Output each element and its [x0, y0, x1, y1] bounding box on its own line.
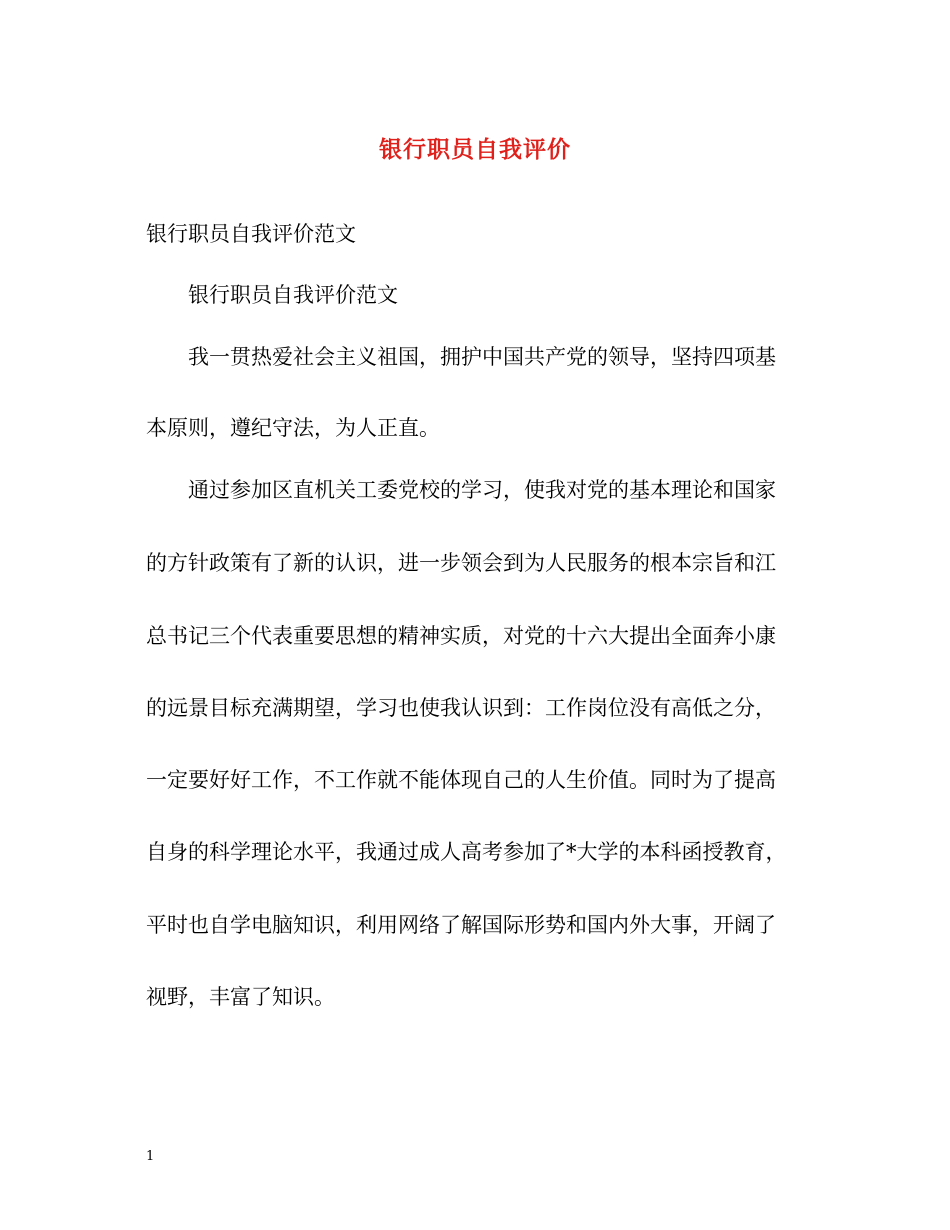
- paragraph-2-line-2: 的方针政策有了新的认识，进一步领会到为人民服务的根本宗旨和江: [146, 551, 776, 575]
- paragraph-1-line-2: 本原则，遵纪守法，为人正直。: [146, 416, 440, 440]
- paragraph-1-line-1: 我一贯热爱社会主义祖国，拥护中国共产党的领导，坚持四项基: [188, 345, 776, 369]
- document-title: 银行职员自我评价: [379, 136, 571, 163]
- paragraph-2-line-3: 总书记三个代表重要思想的精神实质，对党的十六大提出全面奔小康: [146, 624, 776, 648]
- paragraph-2-line-7: 平时也自学电脑知识，利用网络了解国际形势和国内外大事，开阔了: [146, 913, 776, 937]
- paragraph-2-line-8: 视野，丰富了知识。: [146, 985, 335, 1009]
- paragraph-2-line-5: 一定要好好工作，不工作就不能体现自己的人生价值。同时为了提高: [146, 768, 776, 792]
- paragraph-2-line-6: 自身的科学理论水平，我通过成人高考参加了*大学的本科函授教育，: [146, 840, 787, 864]
- document-subtitle: 银行职员自我评价范文: [146, 222, 356, 246]
- paragraph-2-line-4: 的远景目标充满期望，学习也使我认识到：工作岗位没有高低之分，: [146, 696, 776, 720]
- section-heading: 银行职员自我评价范文: [188, 283, 398, 307]
- page-number: 1: [146, 1149, 155, 1164]
- paragraph-2-line-1: 通过参加区直机关工委党校的学习，使我对党的基本理论和国家: [188, 478, 776, 502]
